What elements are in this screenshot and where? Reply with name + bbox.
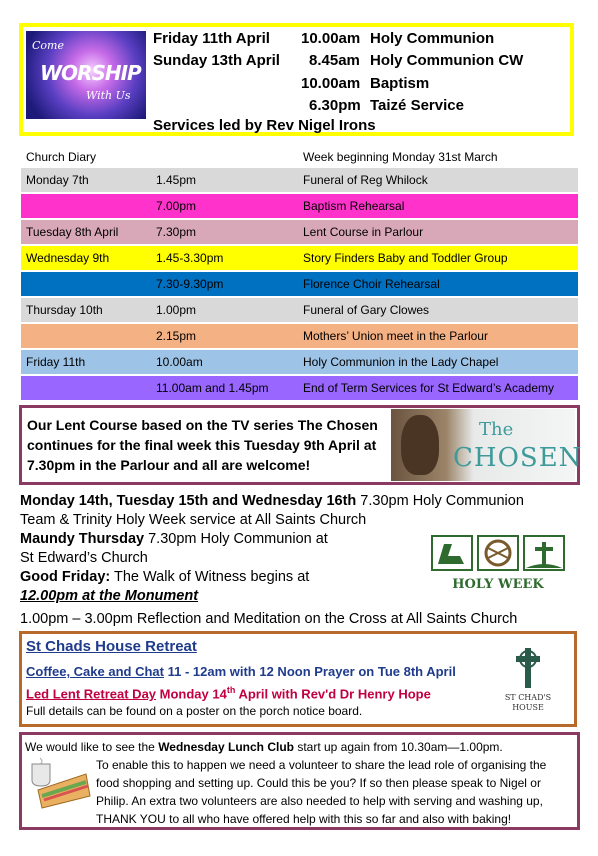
diary-day: Monday 7th — [26, 173, 89, 187]
worship-image-text-2: WORSHIP — [40, 61, 141, 85]
lunch-club-line-1 — [25, 740, 503, 754]
diary-event: Funeral of Gary Clowes — [303, 303, 430, 317]
diary-row — [21, 168, 578, 192]
good-friday-text: The Walk of Witness begins at — [110, 569, 310, 585]
led-lent-retreat-day: Led Lent Retreat Day — [26, 686, 157, 702]
diary-title: Church Diary — [26, 150, 97, 164]
diary-event: Funeral of Reg Whilock — [303, 173, 428, 187]
service-event: Baptism — [370, 75, 430, 92]
diary-day: Wednesday 9th — [26, 251, 110, 265]
lent-line-2c: week this Tuesday 9th April at — [173, 437, 377, 453]
service-time: 10.00am — [301, 30, 361, 47]
diary-time: 2.15pm — [156, 329, 197, 343]
worship-image-text-3: With Us — [86, 89, 131, 102]
diary-event: Story Finders Baby and Toddler Group — [303, 251, 508, 265]
the-chosen-image — [391, 409, 583, 481]
service-time: 10.00am — [301, 75, 361, 92]
diary-event: Baptism Rehearsal — [303, 199, 405, 213]
retreat-date-suffix: th — [226, 685, 236, 695]
maundy-thursday-line — [20, 531, 328, 547]
diary-day: Thursday 10th — [26, 303, 103, 317]
diary-time: 7.30-9.30pm — [156, 277, 224, 291]
retreat-line-3 — [26, 685, 431, 701]
diary-row — [21, 298, 578, 322]
service-event: Holy Communion CW — [370, 52, 524, 69]
diary-row — [21, 350, 578, 374]
diary-time: 7.00pm — [156, 199, 197, 213]
diary-row — [21, 220, 578, 244]
diary-event: Mothers’ Union meet in the Parlour — [303, 329, 488, 343]
worship-image-text-1: Come — [32, 39, 64, 52]
holy-week-time: 7.30pm Holy Communion — [356, 493, 524, 509]
coffee-cake-chat: Coffee, Cake and Chat — [26, 664, 164, 679]
st-chads-logo-text-1: ST CHAD'S — [504, 693, 552, 702]
chosen-image-text-1: The — [479, 419, 514, 440]
holy-week-logo-text: HOLY WEEK — [452, 577, 544, 592]
celtic-cross-icon — [496, 646, 560, 688]
service-day: Friday 11th April — [153, 30, 270, 47]
diary-time: 7.30pm — [156, 225, 197, 239]
holy-week-logo — [430, 532, 567, 594]
st-chads-logo-text-2: HOUSE — [512, 703, 544, 712]
lent-series-name: The Chosen — [297, 417, 378, 433]
sandwich-and-tea-icon — [28, 756, 94, 812]
service-time: 8.45am — [309, 52, 360, 69]
diary-row — [21, 272, 578, 296]
good-friday-line — [20, 569, 309, 585]
chosen-image-text-2: CHOSEN — [453, 443, 583, 473]
maundy-thursday-label: Maundy Thursday — [20, 531, 145, 547]
maundy-thursday-text: 7.30pm Holy Communion at — [144, 531, 328, 547]
lent-line-2a: continues for the — [27, 437, 145, 453]
lunch-club-name: Wednesday Lunch Club — [158, 740, 294, 754]
lunch-line-1a: We would like to see the — [25, 740, 159, 754]
monument-time: 12.00pm at the Monument — [20, 588, 199, 604]
retreat-title: St Chads House Retreat — [26, 638, 197, 655]
lent-line-3: 7.30pm in the Parlour and all are welcome! — [27, 457, 311, 473]
lunch-line: Philip. An extra two volunteers are also needed to help with serving and washing up, — [96, 794, 543, 808]
retreat-line-2-rest: 11 - 12am with 12 Noon Prayer on Tue 8th April — [163, 664, 456, 679]
holy-week-line-1 — [20, 493, 524, 509]
diary-event: Lent Course in Parlour — [303, 225, 424, 239]
service-event: Holy Communion — [370, 30, 495, 47]
diary-week: Week beginning Monday 31st March — [303, 150, 498, 164]
lent-course-text — [27, 415, 387, 475]
lent-line-1: Our Lent Course based on the TV series — [27, 417, 298, 433]
retreat-date: Monday 14 — [156, 686, 227, 702]
face-image — [401, 415, 439, 475]
diary-event: Holy Communion in the Lady Chapel — [303, 355, 499, 369]
retreat-details: Full details can be found on a poster on the porch notice board. — [26, 704, 363, 718]
st-chads-logo — [496, 646, 560, 716]
holy-week-days: Monday 14th, Tuesday 15th and Wednesday 16th — [20, 493, 357, 509]
service-day: Sunday 13th April — [153, 52, 280, 69]
service-event: Taizé Service — [370, 97, 464, 114]
lent-final: final — [144, 437, 174, 453]
diary-event: End of Term Services for St Edward’s Academy — [303, 381, 554, 395]
lunch-line: To enable this to happen we need a volunteer to share the lead role of organising the — [96, 758, 547, 772]
holy-week-line-2: Team & Trinity Holy Week service at All Saints Church — [20, 512, 367, 528]
retreat-line-2 — [26, 664, 456, 679]
lunch-line: THANK YOU to all who have offered help with this so far and also with baking! — [96, 812, 512, 826]
diary-time: 1.45-3.30pm — [156, 251, 224, 265]
diary-row — [21, 324, 578, 348]
holy-week-line-4: St Edward’s Church — [20, 550, 148, 566]
good-friday-label: Good Friday: — [20, 569, 111, 585]
diary-time: 1.45pm — [156, 173, 197, 187]
lunch-line-1c: start up again from 10.30am—1.00pm. — [293, 740, 503, 754]
diary-row — [21, 246, 578, 270]
diary-time: 11.00am and 1.45pm — [156, 381, 269, 395]
reflection-line: 1.00pm – 3.00pm Reflection and Meditation on the Cross at All Saints Church — [20, 611, 518, 627]
lunch-line: food shopping and setting up. Could this be you? If so then please speak to Nigel or — [96, 776, 541, 790]
diary-row — [21, 376, 578, 400]
diary-header — [21, 145, 578, 169]
diary-row — [21, 194, 578, 218]
diary-time: 10.00am — [156, 355, 203, 369]
service-time: 6.30pm — [309, 97, 361, 114]
retreat-host: April with Rev'd Dr Henry Hope — [235, 686, 431, 702]
diary-day: Tuesday 8th April — [26, 225, 119, 239]
come-worship-image — [26, 31, 146, 119]
diary-day: Friday 11th — [26, 355, 86, 369]
diary-event: Florence Choir Rehearsal — [303, 277, 440, 291]
diary-time: 1.00pm — [156, 303, 197, 317]
services-led-by: Services led by Rev Nigel Irons — [153, 117, 376, 134]
